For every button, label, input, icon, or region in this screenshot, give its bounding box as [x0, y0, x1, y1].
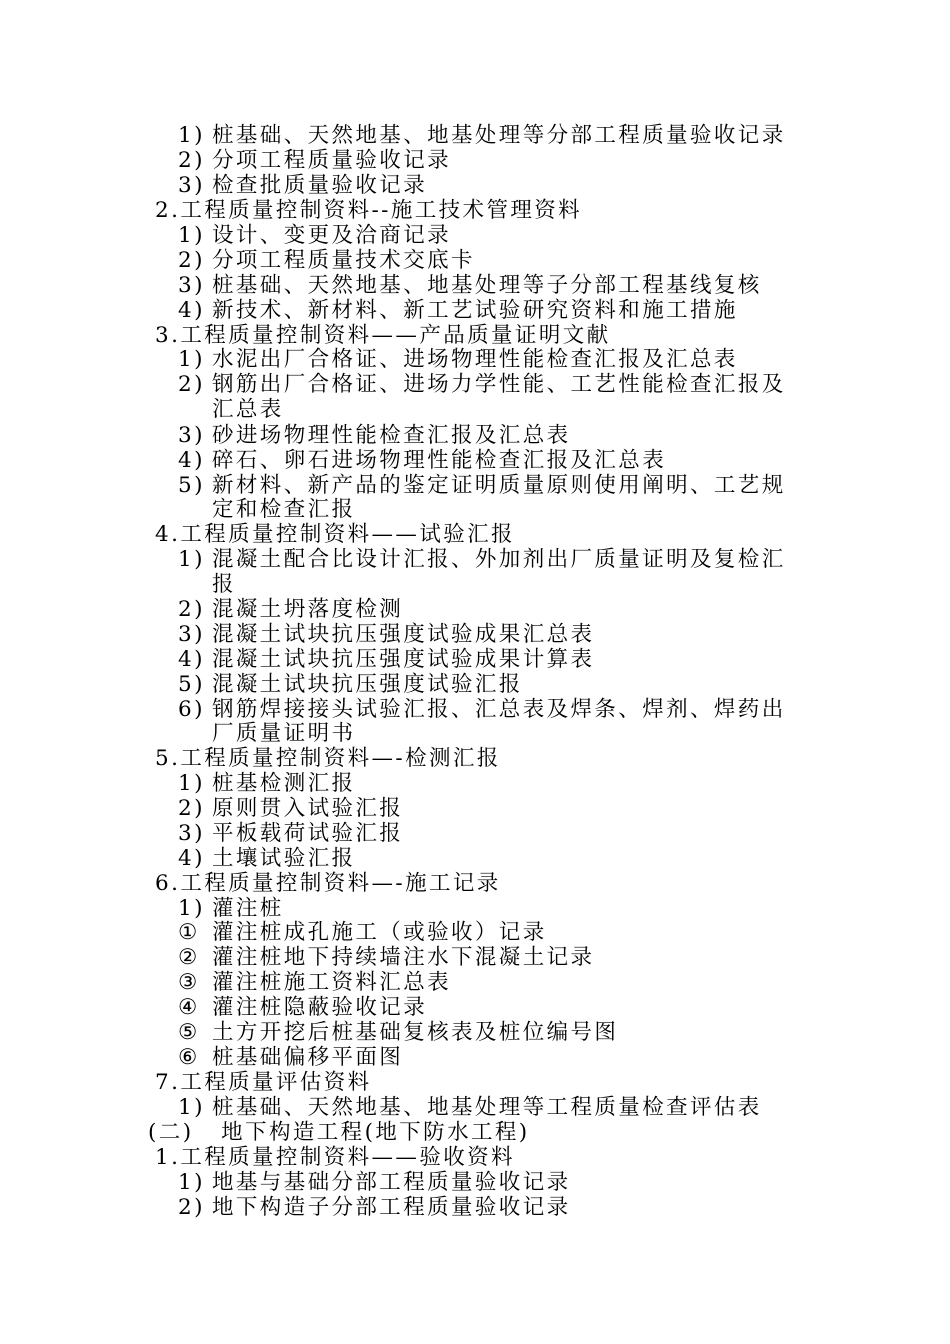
list-item: 3) 检查批质量验收记录 [178, 173, 428, 198]
list-item: 4) 碎石、卵石进场物理性能检查汇报及汇总表 [178, 448, 667, 473]
list-item: 2) 原则贯入试验汇报 [178, 796, 404, 821]
list-item-continuation: 厂质量证明书 [212, 721, 356, 746]
section-heading: 4.工程质量控制资料——试验汇报 [155, 522, 515, 547]
list-item: 1) 桩基础、天然地基、地基处理等分部工程质量验收记录 [178, 123, 786, 148]
list-item: ② 灌注桩地下持续墙注水下混凝土记录 [178, 945, 595, 970]
list-item: ③ 灌注桩施工资料汇总表 [178, 970, 452, 995]
list-item: 5) 新材料、新产品的鉴定证明质量原则使用阐明、工艺规 [178, 473, 786, 498]
list-item: 2) 分项工程质量验收记录 [178, 148, 452, 173]
list-item-continuation: 定和检查汇报 [212, 497, 356, 522]
list-item: ⑤ 土方开挖后桩基础复核表及桩位编号图 [178, 1020, 619, 1045]
list-item: 3) 混凝土试块抗压强度试验成果汇总表 [178, 622, 595, 647]
list-item: 4) 土壤试验汇报 [178, 846, 356, 871]
list-item: 1) 桩基础、天然地基、地基处理等工程质量检查评估表 [178, 1095, 762, 1120]
list-item: 2) 钢筋出厂合格证、进场力学性能、工艺性能检查汇报及 [178, 372, 786, 397]
list-item: 2) 地下构造子分部工程质量验收记录 [178, 1195, 571, 1220]
list-item: 3) 平板载荷试验汇报 [178, 821, 404, 846]
list-item: 2) 分项工程质量技术交底卡 [178, 248, 475, 273]
list-item: 1) 桩基检测汇报 [178, 771, 356, 796]
list-item: ⑥ 桩基础偏移平面图 [178, 1045, 404, 1070]
list-item: 4) 新技术、新材料、新工艺试验研究资料和施工措施 [178, 298, 738, 323]
list-item: 3) 砂进场物理性能检查汇报及汇总表 [178, 423, 571, 448]
list-item: 4) 混凝土试块抗压强度试验成果计算表 [178, 647, 595, 672]
list-item: 1) 混凝土配合比设计汇报、外加剂出厂质量证明及复检汇 [178, 547, 786, 572]
list-item-continuation: 报 [212, 572, 236, 597]
list-item: ① 灌注桩成孔施工（或验收）记录 [178, 920, 547, 945]
list-item: 5) 混凝土试块抗压强度试验汇报 [178, 672, 523, 697]
list-item-continuation: 汇总表 [212, 397, 284, 422]
section-heading: 7.工程质量评估资料 [155, 1070, 372, 1095]
list-item: ④ 灌注桩隐蔽验收记录 [178, 995, 428, 1020]
section-heading: 6.工程质量控制资料—-施工记录 [155, 871, 501, 896]
section-heading: 3.工程质量控制资料——产品质量证明文献 [155, 323, 611, 348]
list-item: 3) 桩基础、天然地基、地基处理等子分部工程基线复核 [178, 273, 762, 298]
list-item: 1) 设计、变更及洽商记录 [178, 223, 452, 248]
list-item: 1) 水泥出厂合格证、进场物理性能检查汇报及汇总表 [178, 347, 738, 372]
section-heading: 5.工程质量控制资料—-检测汇报 [155, 746, 501, 771]
list-item: 2) 混凝土坍落度检测 [178, 597, 404, 622]
list-item: 6) 钢筋焊接接头试验汇报、汇总表及焊条、焊剂、焊药出 [178, 697, 786, 722]
list-item: 1) 灌注桩 [178, 896, 284, 921]
section-heading: 1.工程质量控制资料——验收资料 [155, 1145, 515, 1170]
chapter-heading: (二) 地下构造工程(地下防水工程) [148, 1120, 530, 1145]
list-item: 1) 地基与基础分部工程质量验收记录 [178, 1170, 571, 1195]
section-heading: 2.工程质量控制资料--施工技术管理资料 [155, 198, 583, 223]
